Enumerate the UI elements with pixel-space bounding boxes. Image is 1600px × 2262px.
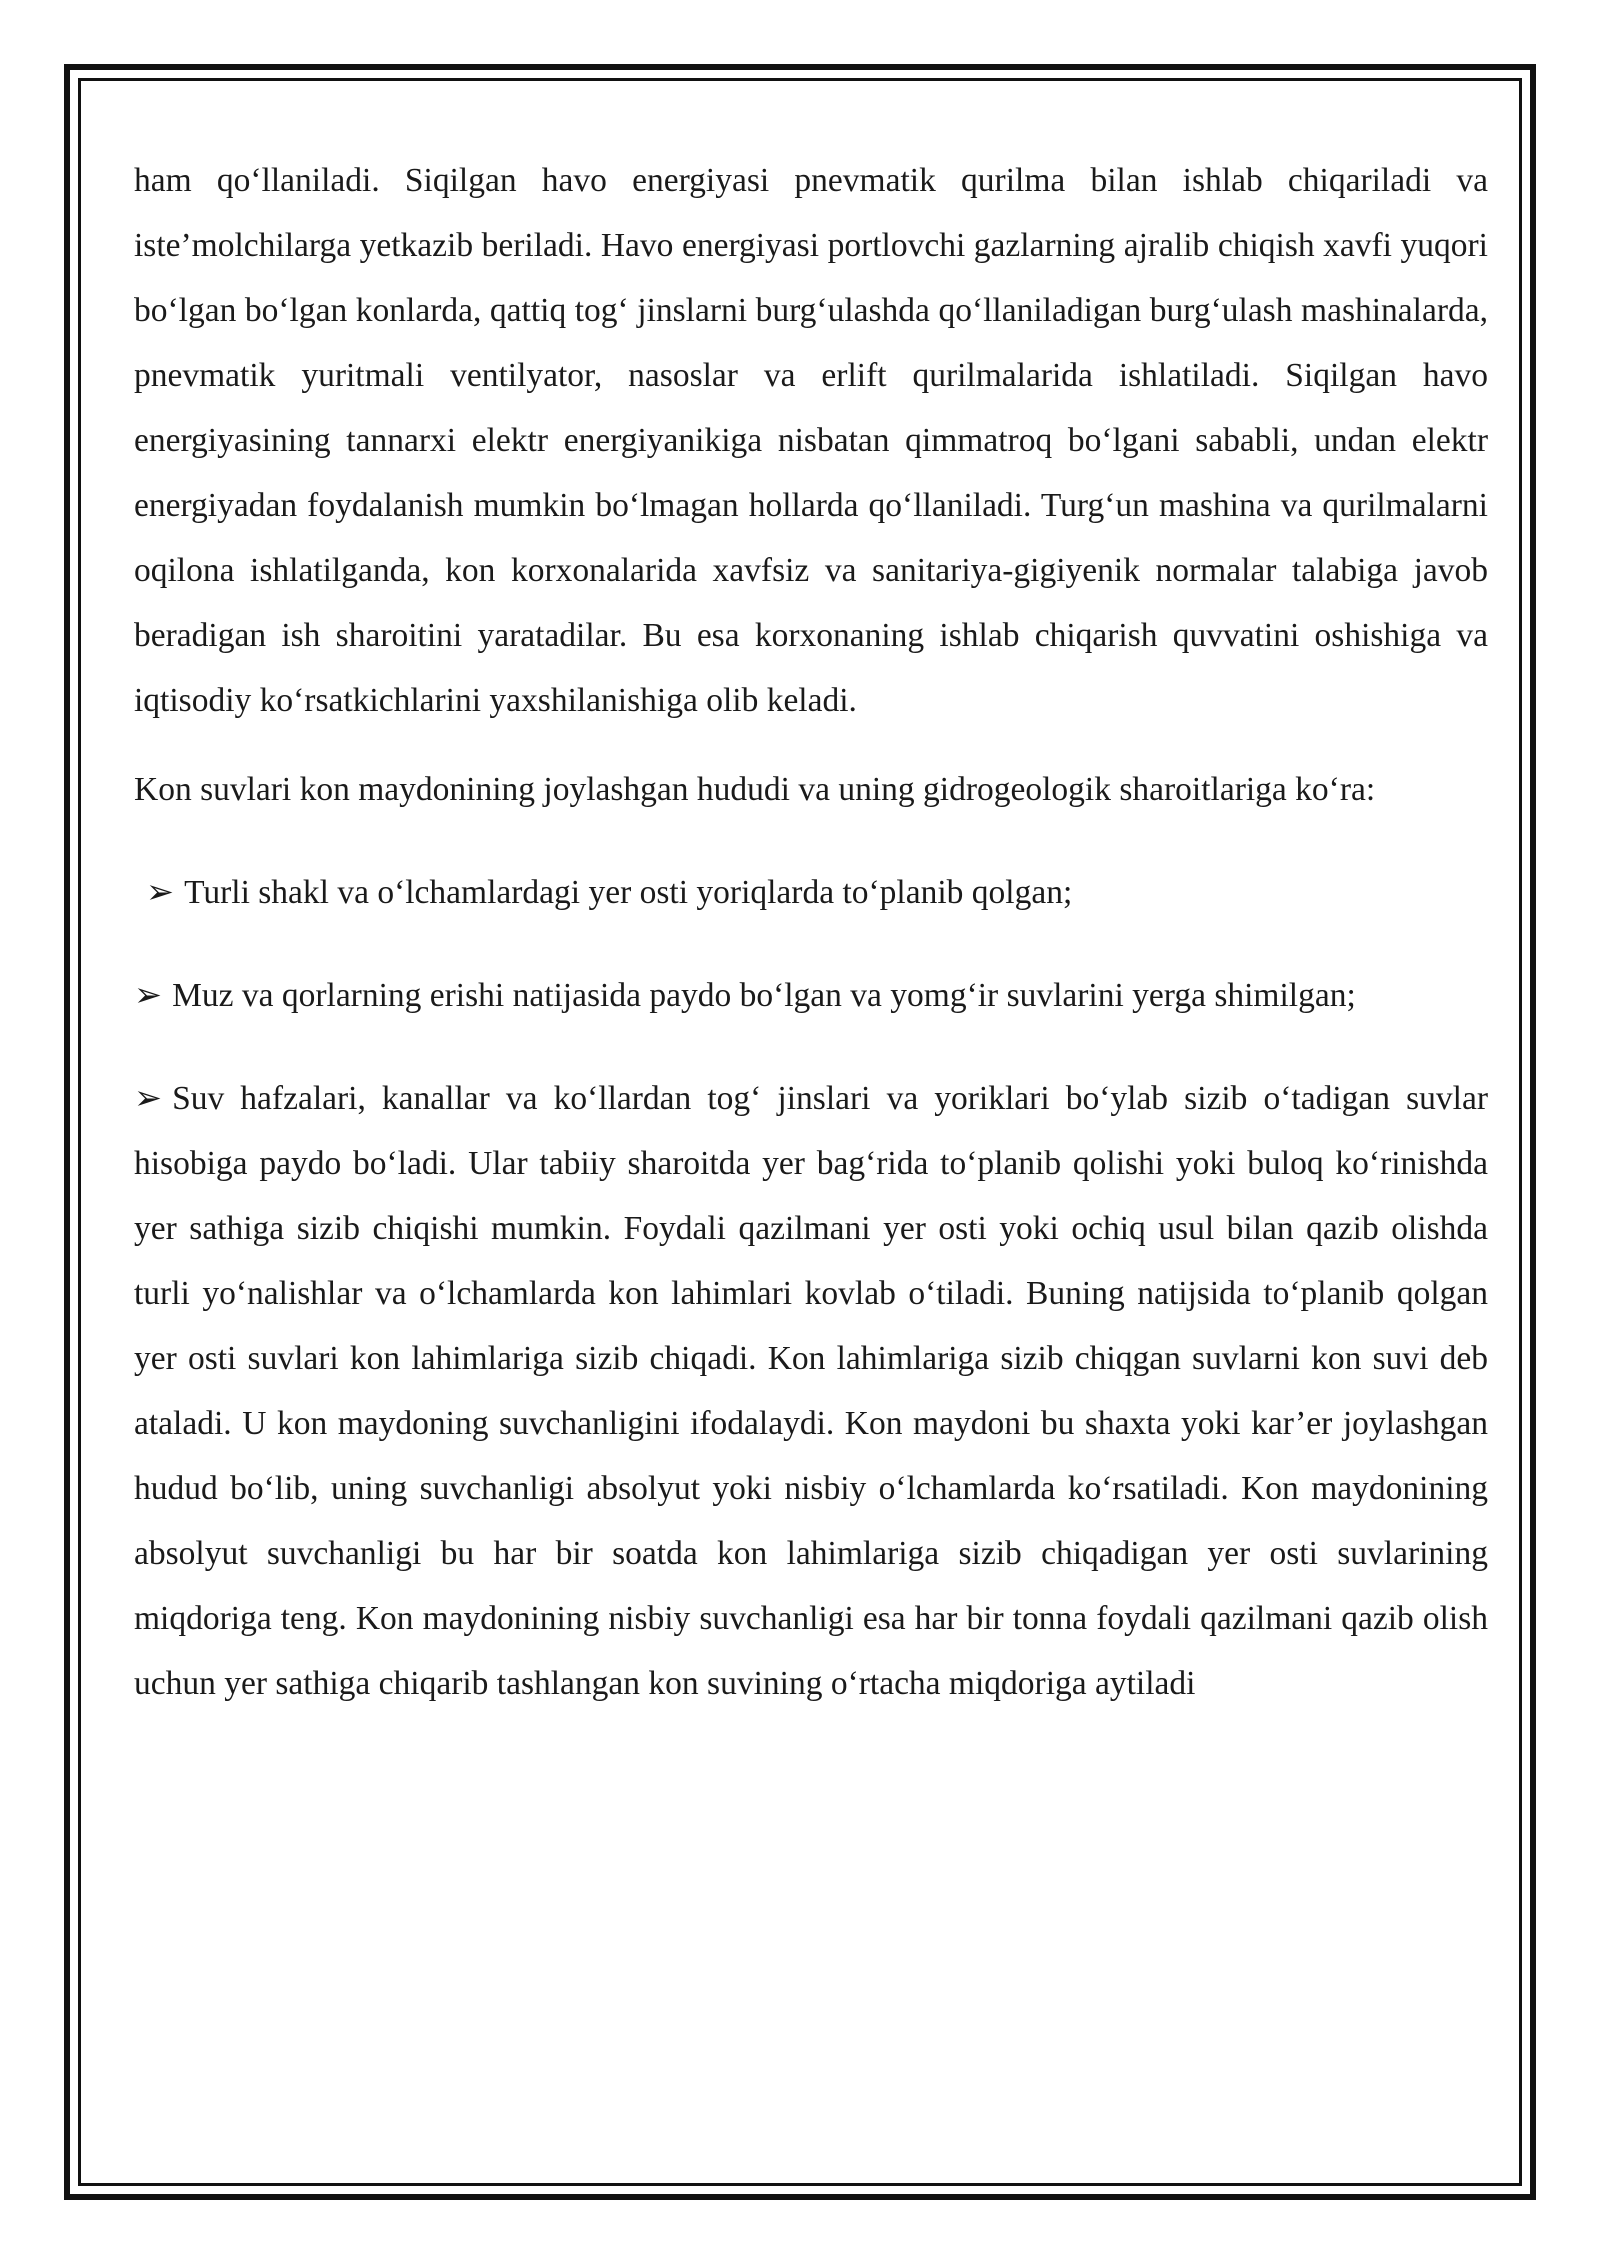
arrow-bullet-icon: ➢ [134, 1080, 163, 1117]
arrow-bullet-icon: ➢ [134, 977, 163, 1014]
bullet-item-text: Turli shakl va o‘lchamlardagi yer osti yoriqlarda to‘planib qolgan; [184, 874, 1073, 911]
bullet-item-text: Suv hafzalari, kanallar va ko‘llardan tog‘ jinslari va yoriklari bo‘ylab sizib o‘tadigan suvlar hisobiga paydo bo‘ladi. Ular tabiiy sharoitda yer bag‘rida to‘planib qolishi yoki buloq ko‘rinishda yer sathiga sizib chiqishi mumkin. Foydali qazilmani yer osti yoki ochiq usul bilan qazib olishda turli yo‘nalishlar va o‘lchamlarda kon lahimlari kovlab o‘tiladi. Buning natijsida to‘planib qolgan yer osti suvlari kon lahimlariga sizib chiqadi. Kon lahimlariga sizib chiqgan suvlarni kon suvi deb ataladi. U kon maydoning suvchanligini ifodalaydi. Kon maydoni bu shaxta yoki kar’er joylashgan hudud bo‘lib, uning suvchanligi absolyut yoki nisbiy o‘lchamlarda ko‘rsatiladi. Kon maydonining absolyut suvchanligi bu har bir soatda kon lahimlariga sizib chiqadigan yer osti suvlarining miqdoriga teng. Kon maydonining nisbiy suvchanligi esa har bir tonna foydali qazilmani qazib olish uchun yer sathiga chiqarib tashlangan kon suvining o‘rtacha miqdoriga aytiladi [134, 1080, 1488, 1702]
paragraph-compressed-air: ham qo‘llaniladi. Siqilgan havo energiyasi pnevmatik qurilma bilan ishlab chiqariladi va iste’molchilarga yetkazib beriladi. Havo energiyasi portlovchi gazlarning ajralib chiqish xavfi yuqori bo‘lgan bo‘lgan konlarda, qattiq tog‘ jinslarni burg‘ulashda qo‘llaniladigan burg‘ulash mashinalarda, pnevmatik yuritmali ventilyator, nasoslar va erlift qurilmalarida ishlatiladi. Siqilgan havo energiyasining tannarxi elektr energiyanikiga nisbatan qimmatroq bo‘lgani sababli, undan elektr energiyadan foydalanish mumkin bo‘lmagan hollarda qo‘llaniladi. Turg‘un mashina va qurilmalarni oqilona ishlatilganda, kon korxonalarida xavfsiz va sanitariya-gigiyenik normalar talabiga javob beradigan ish sharoitini yaratadilar. Bu esa korxonaning ishlab chiqarish quvvatini oshishiga va iqtisodiy ko‘rsatkichlarini yaxshilanishiga olib keladi. [134, 162, 1488, 719]
bullet-item-text: Muz va qorlarning erishi natijasida paydo bo‘lgan va yomg‘ir suvlarini yerga shimilgan; [172, 977, 1356, 1014]
bullet-item-3 [134, 1066, 1488, 1716]
document-body [134, 148, 1488, 1716]
arrow-bullet-icon: ➢ [146, 874, 175, 911]
bullet-item-1 [134, 860, 1488, 925]
paragraph-mine-water-intro: Kon suvlari kon maydonining joylashgan hududi va uning gidrogeologik sharoitlariga ko‘ra: [134, 771, 1376, 808]
bullet-item-2 [134, 963, 1488, 1028]
